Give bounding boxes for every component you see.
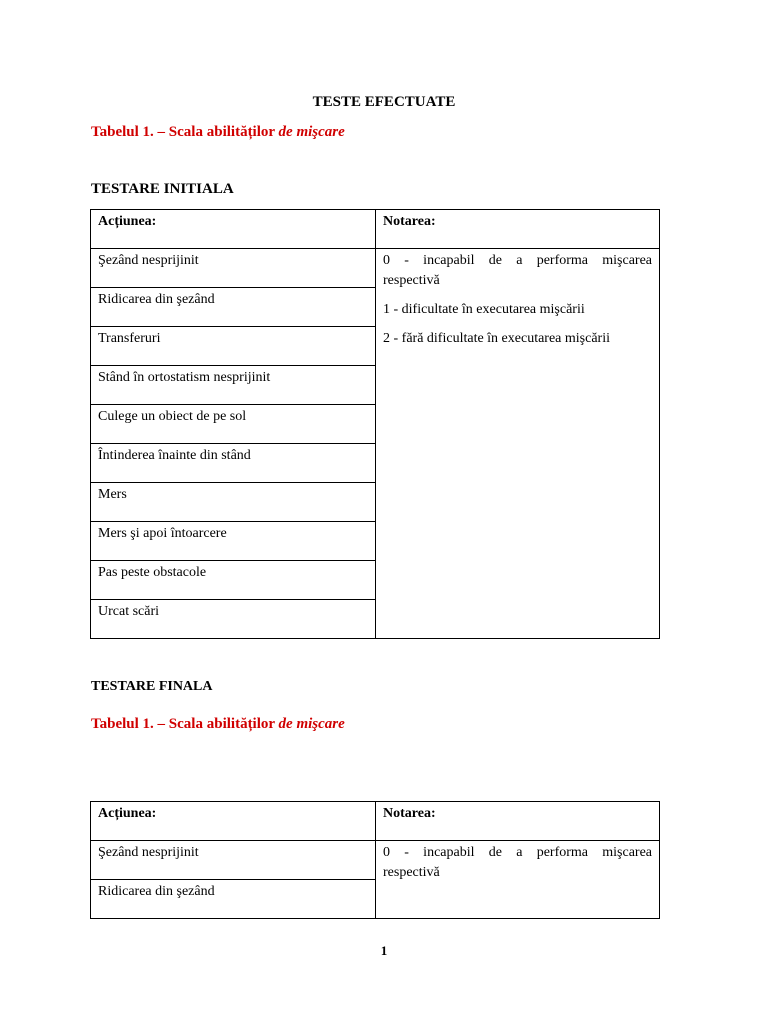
action-cell: Transferuri xyxy=(91,327,376,366)
score-cell xyxy=(376,841,660,919)
caption-italic-text: de mişcare xyxy=(278,124,345,140)
column-header-action: Acțiunea: xyxy=(91,210,376,249)
document-title: TESTE EFECTUATE xyxy=(312,94,456,110)
action-cell: Mers xyxy=(91,483,376,522)
action-cell: Culege un obiect de pe sol xyxy=(91,405,376,444)
score-line: 1 - dificultate în executarea mişcării xyxy=(383,302,585,317)
action-cell: Şezând nesprijinit xyxy=(91,249,376,288)
score-line: respectivă xyxy=(383,865,440,880)
table-final xyxy=(90,801,660,919)
table-header-row xyxy=(91,802,660,841)
section-heading-initial: TESTARE INITIALA xyxy=(91,181,234,197)
score-line: 0 - incapabil de a performa mişcarea xyxy=(383,253,652,268)
column-header-action: Acțiunea: xyxy=(91,802,376,841)
column-header-score: Notarea: xyxy=(376,210,660,249)
score-line: 0 - incapabil de a performa mişcarea xyxy=(383,845,652,860)
caption-text: Tabelul 1. – Scala abilităților xyxy=(91,716,279,732)
table-row xyxy=(91,841,660,880)
score-line: respectivă xyxy=(383,273,440,288)
table-caption xyxy=(91,716,345,733)
score-line: 2 - fără dificultate în executarea mişcării xyxy=(383,331,610,346)
action-cell: Ridicarea din şezând xyxy=(91,288,376,327)
column-header-score: Notarea: xyxy=(376,802,660,841)
action-cell: Ridicarea din şezând xyxy=(91,880,376,919)
table-initial xyxy=(90,209,660,639)
action-cell: Urcat scări xyxy=(91,600,376,639)
page-number: 1 xyxy=(380,943,388,958)
action-cell: Stând în ortostatism nesprijinit xyxy=(91,366,376,405)
score-cell xyxy=(376,249,660,639)
table-row xyxy=(91,249,660,288)
caption-italic-text: de mişcare xyxy=(278,716,345,732)
caption-text: Tabelul 1. – Scala abilităților xyxy=(91,124,279,140)
action-cell: Pas peste obstacole xyxy=(91,561,376,600)
section-heading-final: TESTARE FINALA xyxy=(91,679,213,694)
action-cell: Întinderea înainte din stând xyxy=(91,444,376,483)
action-cell: Mers şi apoi întoarcere xyxy=(91,522,376,561)
action-cell: Şezând nesprijinit xyxy=(91,841,376,880)
table-caption xyxy=(91,124,345,141)
table-header-row xyxy=(91,210,660,249)
